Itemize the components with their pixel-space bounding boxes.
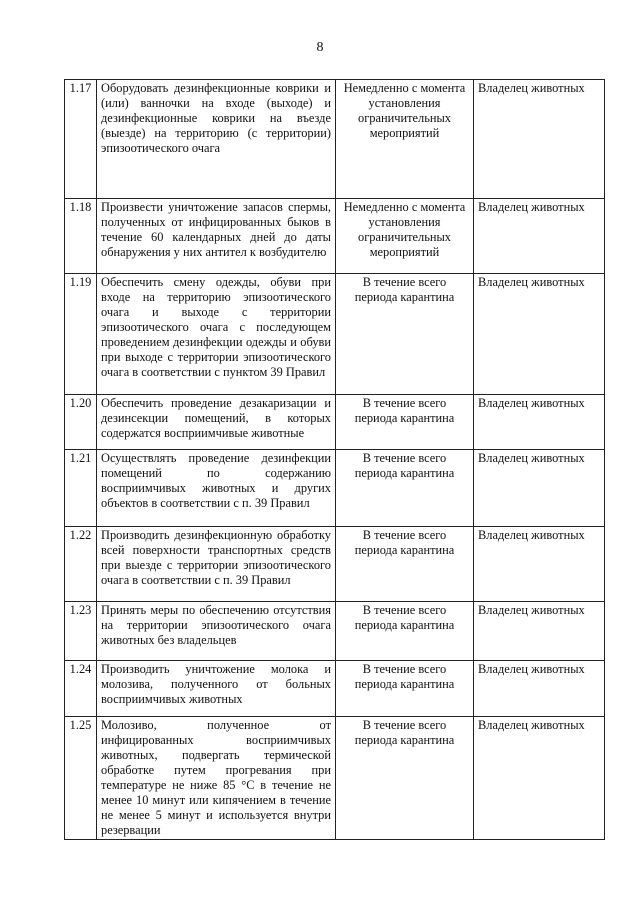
row-term: В течение всего периода карантина bbox=[336, 395, 474, 450]
row-term: В течение всего периода карантина bbox=[336, 450, 474, 527]
row-term: Немедленно с момента установления ограничительных мероприятий bbox=[336, 199, 474, 274]
row-action: Обеспечить проведение дезакаризации и дезинсекции помещений, в которых содержатся восприимчивые животные bbox=[97, 395, 336, 450]
row-number: 1.23 bbox=[65, 602, 97, 661]
page-number: 8 bbox=[316, 40, 324, 55]
table-row bbox=[65, 527, 605, 602]
row-action: Молозиво, полученное от инфицированных восприимчивых животных, подвергать термической обработке путем прогревания при температуре не ниже 85 °С в течение не менее 10 минут или кипячением в течение не менее 5 минут и используется внутри резервации bbox=[97, 717, 336, 840]
table-row bbox=[65, 450, 605, 527]
table-row bbox=[65, 717, 605, 840]
table-row bbox=[65, 80, 605, 199]
row-term: В течение всего периода карантина bbox=[336, 527, 474, 602]
row-number: 1.25 bbox=[65, 717, 97, 840]
row-term: Немедленно с момента установления ограничительных мероприятий bbox=[336, 80, 474, 199]
row-number: 1.17 bbox=[65, 80, 97, 199]
row-action: Обеспечить смену одежды, обуви при входе на территорию эпизоотического очага и выходе с территории эпизоотического очага с последующем проведением дезинфекции одежды и обуви при выходе с территории эпизоотического очага в соответствии с пунктом 39 Правил bbox=[97, 274, 336, 395]
row-action: Производить дезинфекционную обработку всей поверхности транспортных средств при выезде с территории эпизоотического очага в соответствии с п. 39 Правил bbox=[97, 527, 336, 602]
row-responsible: Владелец животных bbox=[474, 395, 605, 450]
row-action: Производить уничтожение молока и молозива, полученного от больных восприимчивых животных bbox=[97, 661, 336, 717]
row-number: 1.24 bbox=[65, 661, 97, 717]
row-responsible: Владелец животных bbox=[474, 602, 605, 661]
measures-table bbox=[64, 79, 605, 840]
row-action: Осуществлять проведение дезинфекции помещений по содержанию восприимчивых животных и других объектов в соответствии с п. 39 Правил bbox=[97, 450, 336, 527]
row-responsible: Владелец животных bbox=[474, 199, 605, 274]
table-row bbox=[65, 395, 605, 450]
row-number: 1.20 bbox=[65, 395, 97, 450]
row-number: 1.18 bbox=[65, 199, 97, 274]
row-term: В течение всего периода карантина bbox=[336, 661, 474, 717]
row-responsible: Владелец животных bbox=[474, 274, 605, 395]
row-responsible: Владелец животных bbox=[474, 661, 605, 717]
table-row bbox=[65, 602, 605, 661]
table-row bbox=[65, 199, 605, 274]
row-action: Принять меры по обеспечению отсутствия на территории эпизоотического очага животных без владельцев bbox=[97, 602, 336, 661]
row-responsible: Владелец животных bbox=[474, 80, 605, 199]
table-row bbox=[65, 661, 605, 717]
row-number: 1.21 bbox=[65, 450, 97, 527]
row-term: В течение всего периода карантина bbox=[336, 602, 474, 661]
row-number: 1.19 bbox=[65, 274, 97, 395]
row-term: В течение всего периода карантина bbox=[336, 274, 474, 395]
row-action: Произвести уничтожение запасов спермы, полученных от инфицированных быков в течение 60 календарных дней до даты обнаружения у них антител к возбудителю bbox=[97, 199, 336, 274]
row-responsible: Владелец животных bbox=[474, 450, 605, 527]
row-number: 1.22 bbox=[65, 527, 97, 602]
row-responsible: Владелец животных bbox=[474, 527, 605, 602]
row-action: Оборудовать дезинфекционные коврики и (или) ванночки на входе (выходе) и дезинфекционные коврики на въезде (выезде) на территорию (с территории) эпизоотического очага bbox=[97, 80, 336, 199]
table-row bbox=[65, 274, 605, 395]
row-term: В течение всего периода карантина bbox=[336, 717, 474, 840]
row-responsible: Владелец животных bbox=[474, 717, 605, 840]
